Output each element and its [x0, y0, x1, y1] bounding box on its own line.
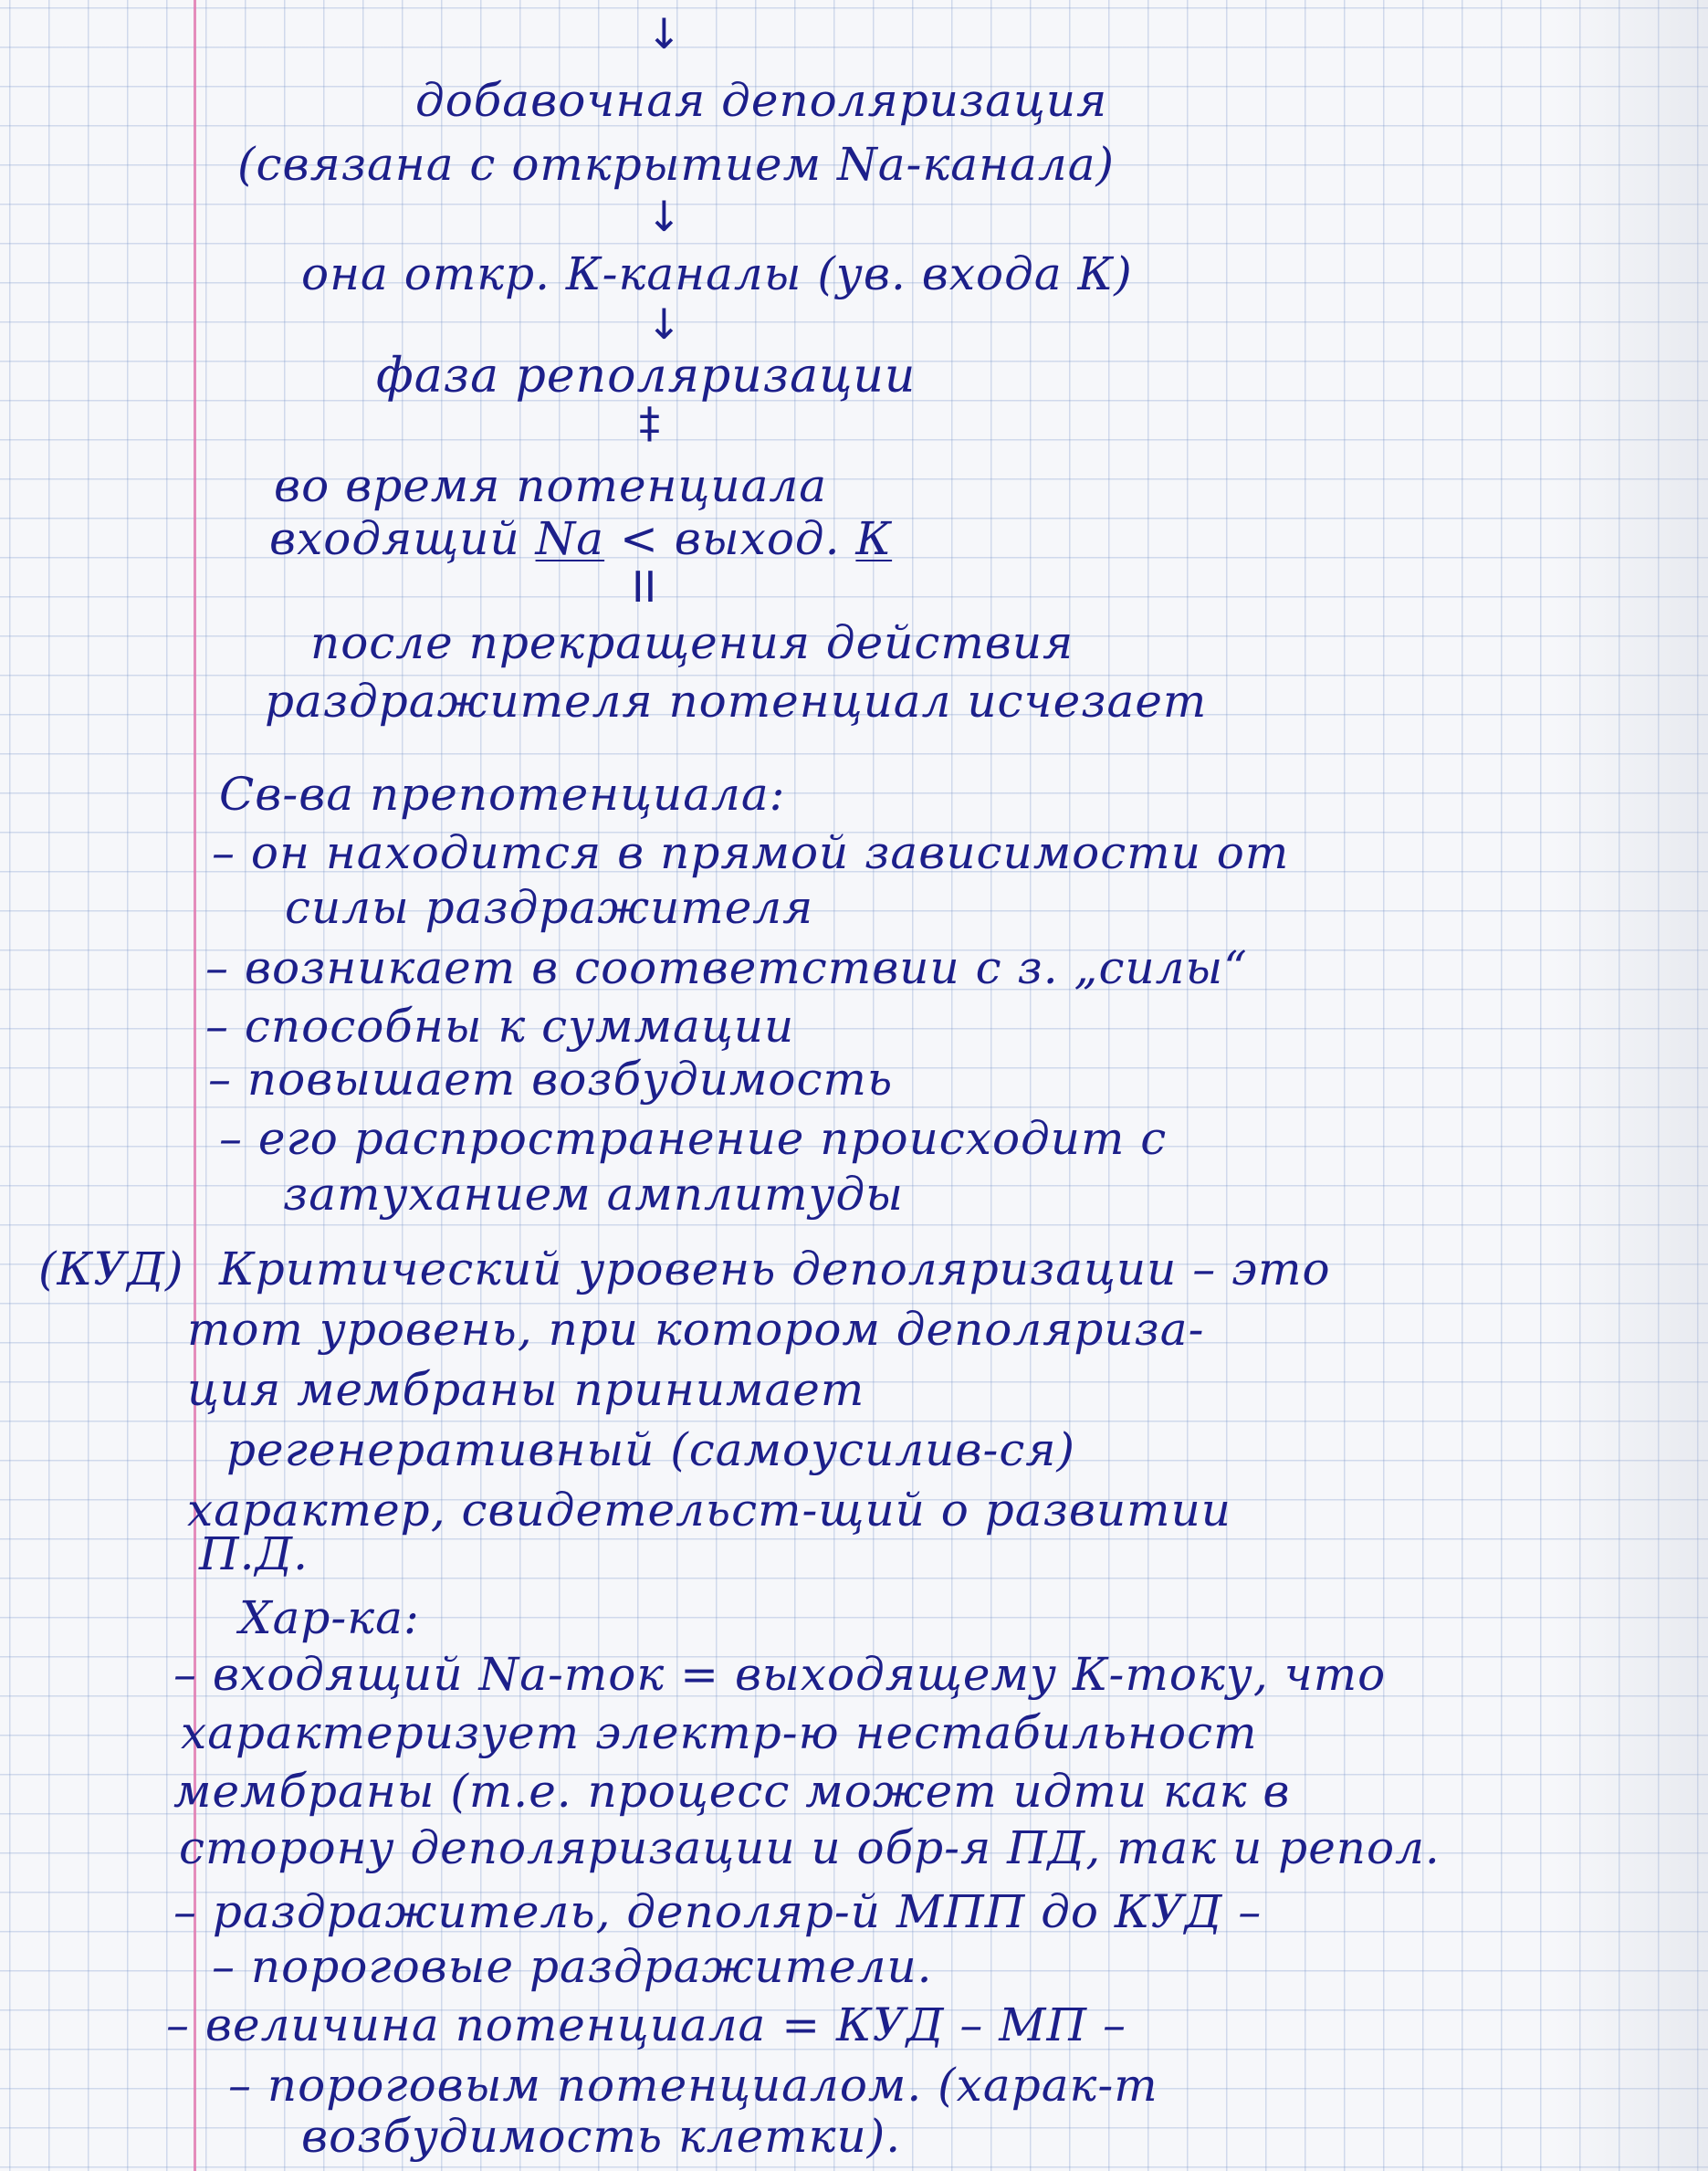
kud-line: регенеративный (самоусилив-ся)	[226, 1423, 1075, 1476]
har-line: мембраны (т.е. процесс может идти как в	[173, 1765, 1291, 1818]
flow-line-6-mid: < выход.	[604, 512, 856, 565]
har-line: характеризует электр-ю нестабильност	[181, 1706, 1258, 1759]
arrow-down-icon: ↓	[646, 9, 682, 58]
page-edge-shadow	[1553, 0, 1708, 2171]
props-item: – он находится в прямой зависимости от	[212, 826, 1290, 879]
props-item: силы раздражителя	[285, 881, 814, 934]
flow-line-8: раздражителя потенциал исчезает	[265, 675, 1208, 728]
na-label: Na	[535, 512, 605, 565]
har-line: возбудимость клетки).	[301, 2110, 902, 2163]
arrow-down-icon: ↓	[646, 192, 682, 241]
equals-arrow-icon: II	[632, 562, 657, 612]
arrow-down-icon: ↓	[646, 299, 682, 349]
flow-line-3: она откр. К-каналы (ув. входа К)	[301, 247, 1133, 300]
k-label: К	[855, 512, 893, 565]
har-line: сторону деполяризации и обр-я ПД, так и репол.	[179, 1821, 1441, 1874]
flow-line-7: после прекращения действия	[310, 616, 1074, 669]
kud-line: тот уровень, при котором деполяриза-	[187, 1303, 1205, 1356]
flow-line-2: (связана с открытием Na-канала)	[237, 138, 1116, 191]
kud-line: П.Д.	[199, 1527, 309, 1580]
har-line: – раздражитель, деполяр-й МПП до КУД –	[173, 1885, 1263, 1938]
kud-line: Критический уровень деполяризации – это	[219, 1243, 1331, 1295]
flow-line-4: фаза реполяризации	[376, 349, 917, 404]
props-item: – его распространение происходит с	[219, 1112, 1168, 1165]
kud-margin-note: (КУД)	[38, 1243, 184, 1295]
kud-line: характер, свидетельст-щий о развитии	[187, 1484, 1231, 1536]
flow-line-6	[269, 509, 892, 568]
double-arrow-icon: ‡	[639, 398, 660, 447]
har-line: – пороговые раздражители.	[212, 1940, 933, 1993]
kud-line: ция мембраны принимает	[187, 1363, 865, 1416]
props-item: – способны к суммации	[205, 1000, 795, 1053]
har-line: – пороговым потенциалом. (харак-т	[228, 2059, 1158, 2112]
har-line: – величина потенциала = КУД – МП –	[166, 1998, 1126, 2051]
props-item: – возникает в соответствии с з. „силы“	[205, 941, 1248, 994]
props-item: затуханием амплитуды	[283, 1168, 904, 1221]
har-title: Хар-ка:	[239, 1591, 420, 1644]
flow-line-1: добавочная деполяризация	[415, 74, 1108, 127]
flow-line-5: во время потенциала	[274, 459, 828, 512]
props-item: – повышает возбудимость	[208, 1053, 894, 1106]
flow-line-6-pre: входящий	[269, 512, 536, 565]
har-line: – входящий Na-ток = выходящему К-току, что	[173, 1648, 1387, 1701]
props-title: Св-ва препотенциала:	[219, 768, 786, 821]
